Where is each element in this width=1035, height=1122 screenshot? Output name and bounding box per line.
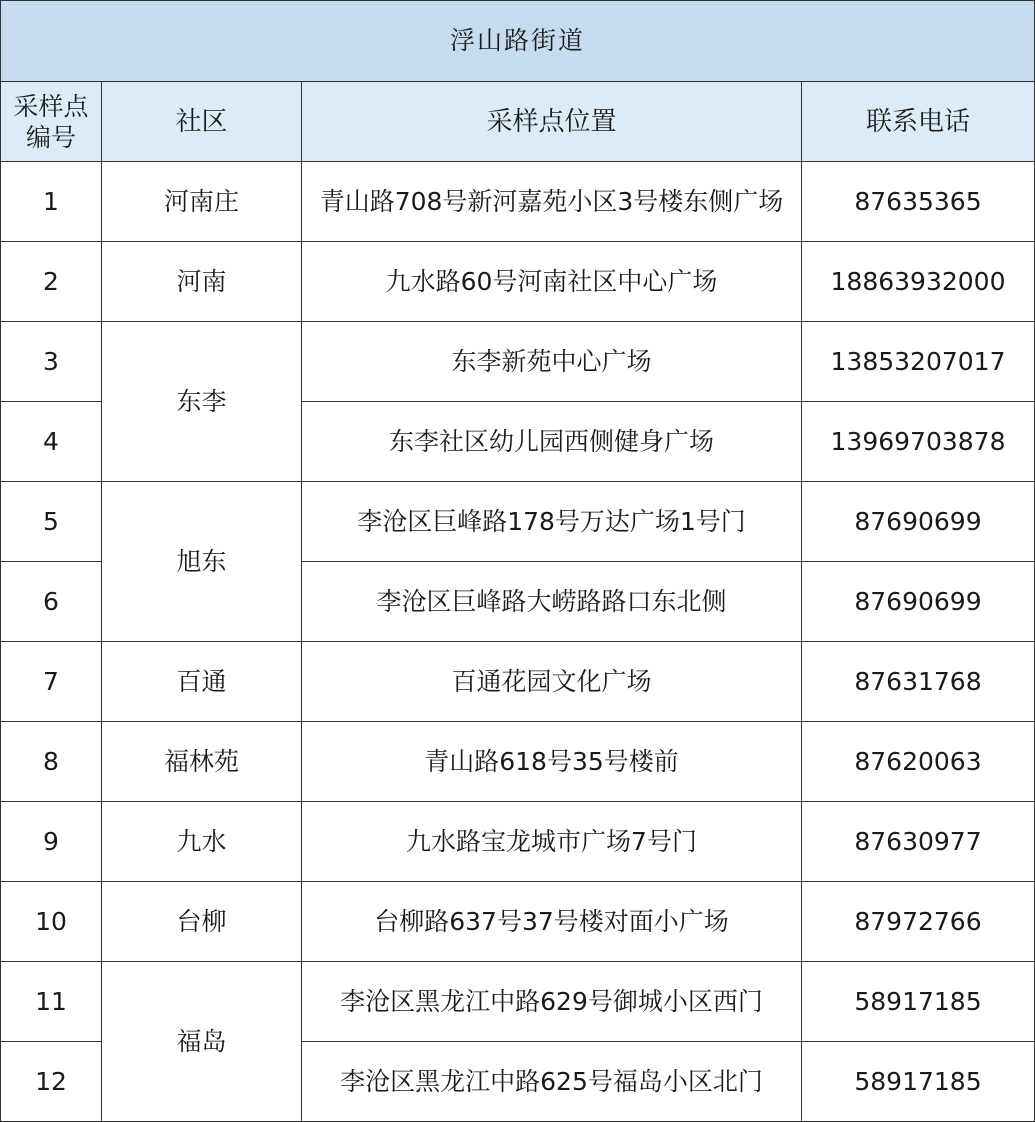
cell-community: 九水	[102, 802, 302, 882]
cell-location: 李沧区黑龙江中路629号御城小区西门	[302, 962, 802, 1042]
table-row	[1, 882, 1035, 962]
cell-location: 青山路708号新河嘉苑小区3号楼东侧广场	[302, 162, 802, 242]
cell-location: 李沧区巨峰路178号万达广场1号门	[302, 482, 802, 562]
cell-sample-no: 8	[1, 722, 102, 802]
header-row	[1, 82, 1035, 162]
cell-sample-no: 5	[1, 482, 102, 562]
table-row	[1, 802, 1035, 882]
table-row	[1, 722, 1035, 802]
cell-sample-no: 3	[1, 322, 102, 402]
cell-community: 福林苑	[102, 722, 302, 802]
table-row	[1, 242, 1035, 322]
cell-phone: 87620063	[802, 722, 1035, 802]
cell-phone: 87690699	[802, 562, 1035, 642]
cell-sample-no: 1	[1, 162, 102, 242]
header-community: 社区	[102, 82, 302, 162]
table-row	[1, 642, 1035, 722]
cell-location: 百通花园文化广场	[302, 642, 802, 722]
table-row	[1, 962, 1035, 1042]
cell-community: 东李	[102, 322, 302, 482]
cell-sample-no: 2	[1, 242, 102, 322]
table-row	[1, 162, 1035, 242]
cell-phone: 87630977	[802, 802, 1035, 882]
table-row	[1, 482, 1035, 562]
cell-community: 河南	[102, 242, 302, 322]
cell-phone: 13853207017	[802, 322, 1035, 402]
cell-phone: 13969703878	[802, 402, 1035, 482]
cell-location: 九水路宝龙城市广场7号门	[302, 802, 802, 882]
cell-community: 福岛	[102, 962, 302, 1122]
cell-location: 李沧区黑龙江中路625号福岛小区北门	[302, 1042, 802, 1122]
table-title: 浮山路街道	[1, 1, 1035, 82]
cell-community: 河南庄	[102, 162, 302, 242]
cell-phone: 58917185	[802, 1042, 1035, 1122]
cell-community: 台柳	[102, 882, 302, 962]
header-location: 采样点位置	[302, 82, 802, 162]
header-sample-no: 采样点编号	[1, 82, 102, 162]
cell-location: 东李新苑中心广场	[302, 322, 802, 402]
table-row	[1, 322, 1035, 402]
cell-sample-no: 4	[1, 402, 102, 482]
cell-location: 东李社区幼儿园西侧健身广场	[302, 402, 802, 482]
cell-phone: 87690699	[802, 482, 1035, 562]
cell-phone: 87631768	[802, 642, 1035, 722]
cell-community: 百通	[102, 642, 302, 722]
cell-location: 青山路618号35号楼前	[302, 722, 802, 802]
cell-sample-no: 12	[1, 1042, 102, 1122]
cell-phone: 87635365	[802, 162, 1035, 242]
cell-sample-no: 6	[1, 562, 102, 642]
cell-sample-no: 7	[1, 642, 102, 722]
cell-sample-no: 10	[1, 882, 102, 962]
cell-location: 李沧区巨峰路大崂路路口东北侧	[302, 562, 802, 642]
cell-phone: 87972766	[802, 882, 1035, 962]
header-phone: 联系电话	[802, 82, 1035, 162]
cell-phone: 58917185	[802, 962, 1035, 1042]
cell-location: 九水路60号河南社区中心广场	[302, 242, 802, 322]
cell-phone: 18863932000	[802, 242, 1035, 322]
cell-community: 旭东	[102, 482, 302, 642]
cell-sample-no: 9	[1, 802, 102, 882]
cell-sample-no: 11	[1, 962, 102, 1042]
cell-location: 台柳路637号37号楼对面小广场	[302, 882, 802, 962]
